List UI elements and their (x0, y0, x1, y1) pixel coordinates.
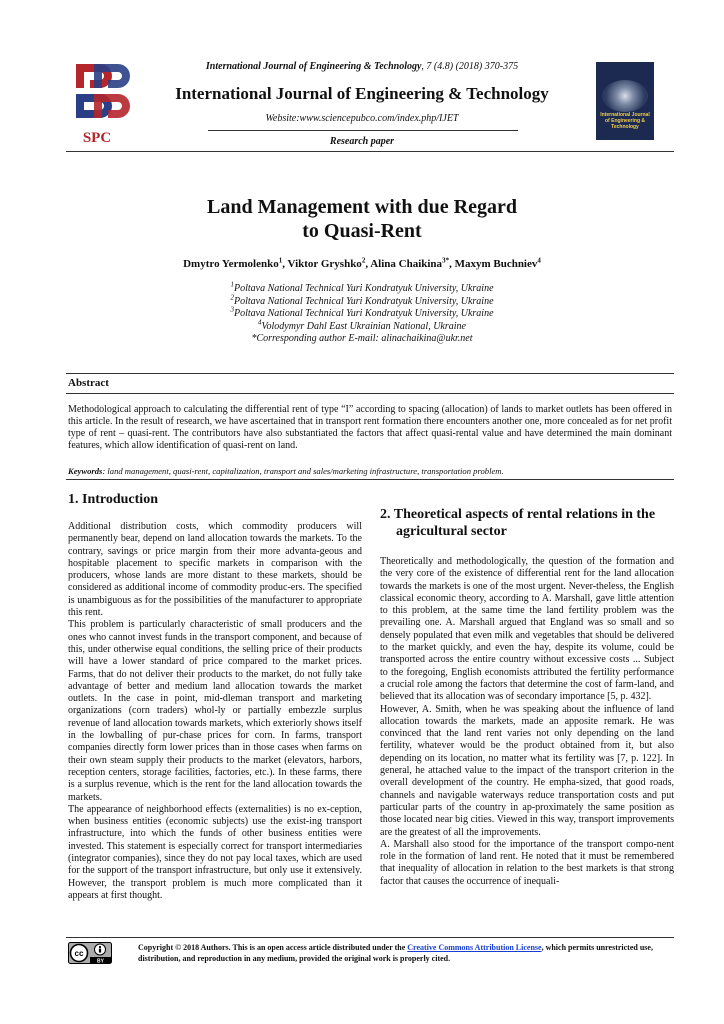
corresponding-author: *Corresponding author E-mail: alinachaikina@ukr.net (251, 333, 473, 344)
journal-citation-volume: , 7 (4.8) (2018) 370-375 (421, 61, 519, 72)
paper-title-line-1: Land Management with due Regard (206, 196, 517, 218)
copyright-notice: Copyright © 2018 Authors. This is an open access article distributed under the Creative Commons Attribution License, which permits unrestricted use, distribution, and reproduction in any medium, provided the original work is properly cited. (138, 943, 653, 963)
section-body-theoretical-aspects (380, 556, 674, 888)
abstract-top-rule (66, 373, 674, 374)
paragraph: The appearance of neighborhood effects (externalities) is no ex-ception, when business entities (economic subjects) use the exist-ing transport infrastructure, into which the funds of other business entities were invested. This statement is especially correct for transport intermediaries (integrator companies), since they do not pay local taxes, which are used for the support of the transport infrastructure, but only use it extensively. However, the transport problem is much more complicated than it appears at first thought. (68, 803, 362, 901)
paragraph: A. Marshall also stood for the importance of the transport compo-nent role in the formation of land rent. He noted that it must be remembered that inequality of allocation in relation to the best markets is that strong factor that causes the occurrence of inequali- (380, 838, 674, 887)
cover-artwork (602, 80, 648, 112)
author: Viktor Gryshko$^2$, (287, 256, 371, 270)
section-body-introduction (68, 521, 362, 902)
keywords (68, 466, 672, 477)
keywords-list: : land management, quasi-rent, capitalization, transport and sales/marketing infrastructure, transportation problem. (102, 466, 504, 476)
header-rule (66, 151, 674, 152)
journal-citation-line (140, 61, 584, 72)
author: Alina Chaikina$^{3*}$, (370, 256, 455, 270)
section-heading-introduction: 1. Introduction (68, 492, 158, 507)
abstract-heading: Abstract (68, 377, 109, 389)
logo-text: SPC (82, 130, 112, 146)
abstract-heading-rule (66, 393, 674, 394)
affiliation: $^2$Poltava National Technical Yuri Kondratyuk University, Ukraine (230, 293, 494, 307)
affiliation: $^4$Volodymyr Dahl East Ukrainian National, Ukraine (258, 318, 466, 332)
license-link[interactable]: Creative Commons Attribution License (407, 943, 542, 952)
journal-cover-image (596, 62, 654, 140)
paragraph: Theoretically and methodologically, the question of the formation and the very core of the existence of differential rent for the land allocation towards the markets is one of the most urgent. Never-theless, the English classical economic theory, according to A. Marshall, gave little attention to this problem, at the same time the land fertility problem was the prevailing one. A. Marshall argued that England was so small and so densely populated that even milk and vegetables that should be delivered to the market quickly, and even the hay, despite its volume, could be transported across the entire country without excessive costs ... Subject to the foregoing, English economists attributed the fertility performance a crucial role among the factors that determine the cost of farm-land, and believed that its allocation was of secondary importance [5, p. 432]. (380, 556, 674, 703)
section-heading-line-2: agricultural sector (396, 524, 507, 539)
author: Dmytro Yermolenko$^1$, (183, 256, 288, 270)
paper-title (140, 195, 584, 243)
affiliation-list (90, 280, 634, 346)
section-heading-line-1: 2. Theoretical aspects of rental relations in the (380, 507, 656, 522)
publisher-logo (62, 60, 132, 146)
author-list (90, 258, 634, 270)
svg-text:BY: BY (97, 958, 104, 964)
journal-title: International Journal of Engineering & Technology (175, 84, 549, 103)
abstract-bottom-rule (66, 479, 674, 480)
paragraph: This problem is particularly characteristic of small producers and the ones who cannot invest funds in the transport component, and because of this, under otherwise equal conditions, the selling price of their products will have a lower standard of price compared to the market prices. Farms, that do not deliver their products to the market, do not fully take advantage of better and medium land allocation towards the market outlets. In the case in point, mid-dleman transport and marketing organizations (corn traders) whol-ly or partially embezzle surplus revenue of land allocation towards markets, which exteriorly shows itself in the lowballing of pur-chase prices for corn. In farms, transport companies directly form lower prices than in those cases when farms on their own steam supply their products to the market (elevators, harbors, reception centers, storage facilities, factories, etc.). In these farms, there is a surplus revenue, which is the rent for the land allocation towards the markets. (68, 619, 362, 803)
cover-title: International Journal of Engineering & Technology (600, 112, 650, 130)
affiliation: $^3$Poltava National Technical Yuri Kondratyuk University, Ukraine (230, 305, 494, 319)
paper-title-line-2: to Quasi-Rent (302, 220, 422, 242)
abstract-text: Methodological approach to calculating the differential rent of type “I” according to spacing (allocation) of lands to market outlets has been offered in this article. In the result of research, we have ascertained that in transport rent formation there encounters another one, more concealed as for net profit type of rent – quasi-rent. The contributors have also substantiated the factors that affect quasi-rental value and have determined the main dominant features, which allow identification of quasi-rent on land. (68, 404, 672, 451)
journal-citation-name: International Journal of Engineering & Technology (205, 61, 422, 72)
footer-rule (66, 937, 674, 938)
keywords-label: Keywords (68, 466, 103, 476)
section-heading-theoretical-aspects (380, 506, 676, 540)
svg-text:cc: cc (74, 949, 84, 958)
author: Maxym Buchniev$^4$ (454, 256, 541, 270)
paragraph: Additional distribution costs, which commodity producers will permanently bear, depend on land allocation towards the markets. To the contrary, savings or price margin from their more advanta-geous and hospitable placement to specific markets in comparison with the producers, whose lands are more distant to these markets, should be considered as additional income of commodity produc-ers. The specified is unambiguous as for the possibilities of the manufacturer to appropriate this rent. (68, 521, 362, 619)
paper-type: Research paper (329, 136, 395, 147)
affiliation: $^1$Poltava National Technical Yuri Kondratyuk University, Ukraine (230, 280, 494, 294)
creative-commons-by-icon (68, 942, 112, 964)
journal-website[interactable]: Website:www.sciencepubco.com/index.php/IJET (265, 113, 459, 124)
paragraph: However, A. Smith, when he was speaking about the influence of land allocation towards the markets, made an apposite remark. He was convinced that the land rent varies not only depending on the land fertility, whatever would be the product obtained from it, but also depending on its location, no matter what its fertility was [7, p. 122]. In general, he attached value to the impact of the transport criterion in the overall development of the country. He empha-sized, that good roads, channels and navigable waterways reduce transportation costs and put particular parts of the country in ap-proximately the same position as those located near big cities. Viewed in this way, transport improvements are the greatest of all the improvements. (380, 703, 674, 838)
header-divider (208, 130, 518, 131)
